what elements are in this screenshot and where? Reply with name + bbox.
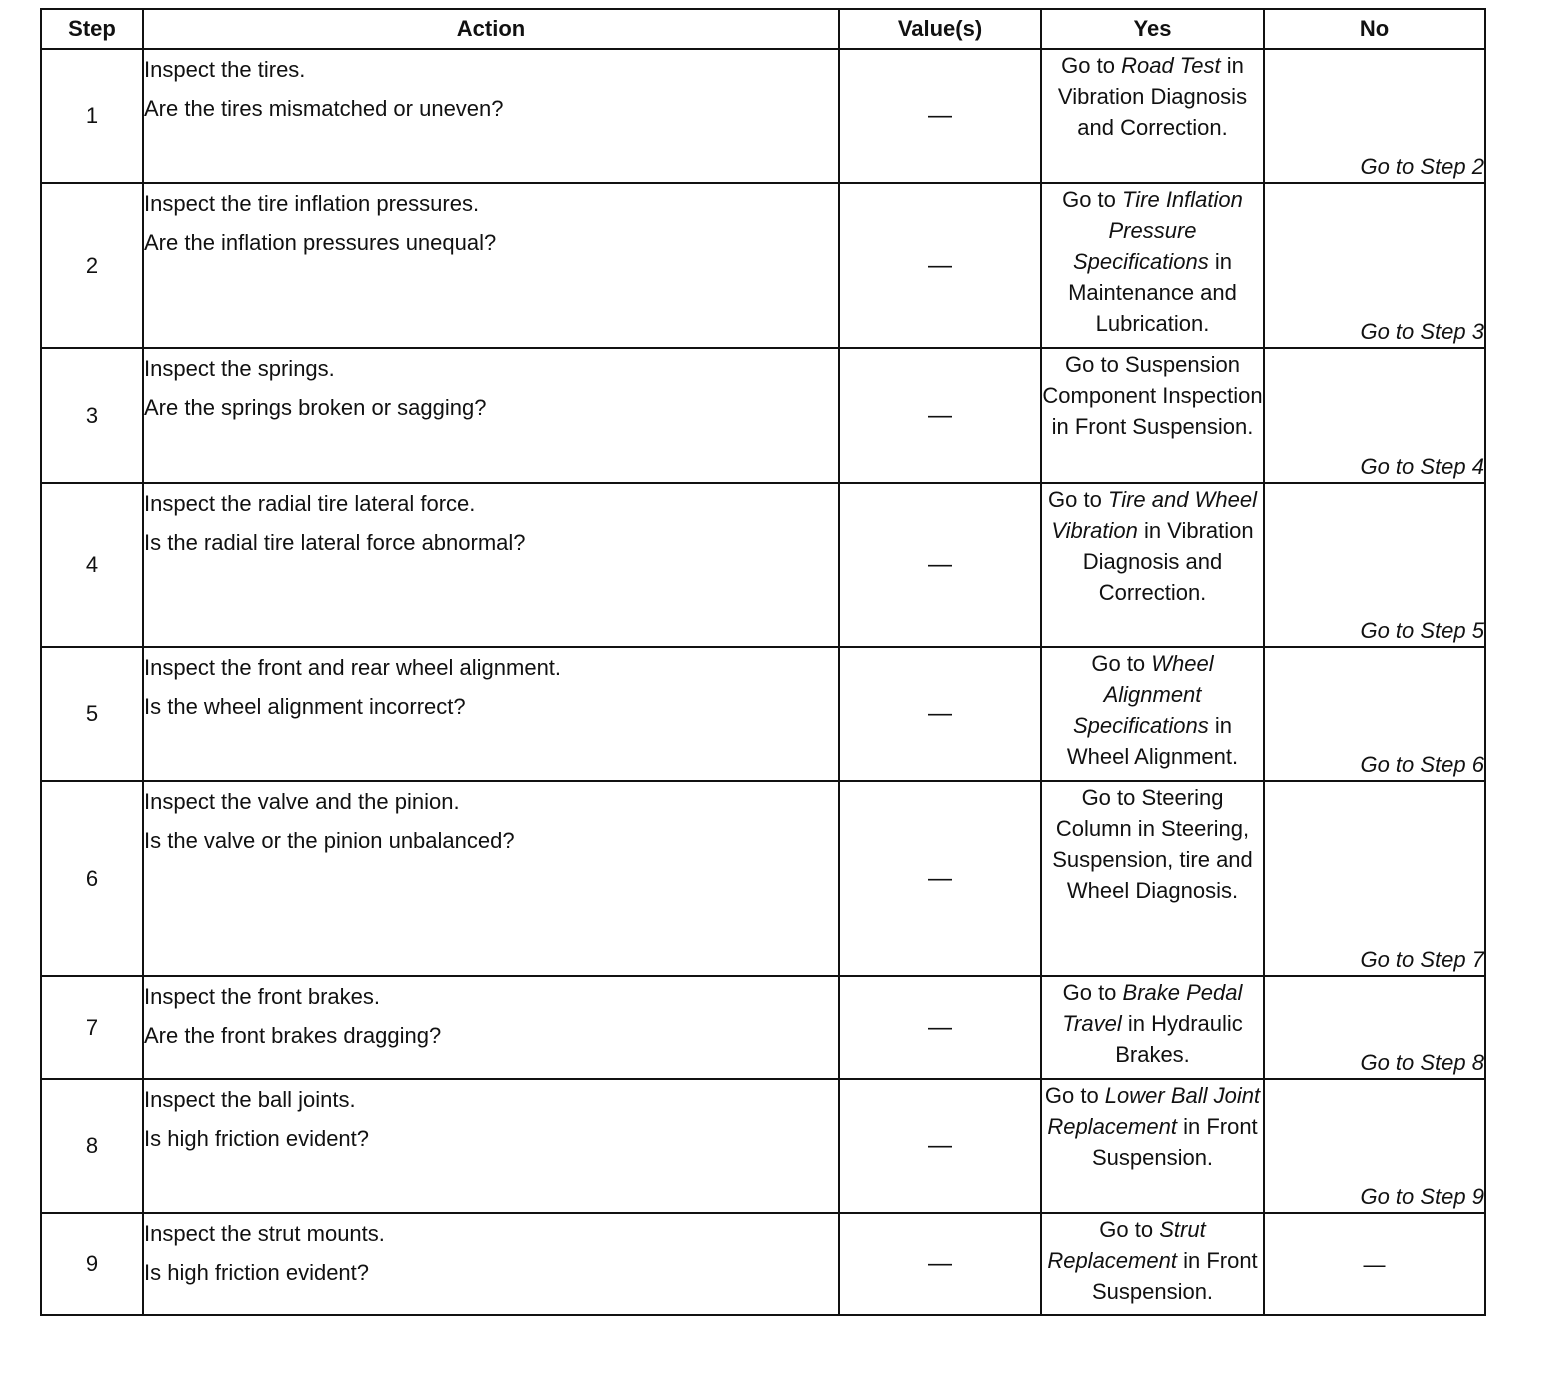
value-cell: — <box>839 483 1041 647</box>
action-cell <box>143 1213 839 1315</box>
action-question: Is high friction evident? <box>144 1126 370 1151</box>
diagnostic-table <box>40 8 1486 1316</box>
step-number: 7 <box>41 976 143 1079</box>
table-row <box>41 1079 1485 1213</box>
action-text: Inspect the front and rear wheel alignment. <box>144 655 562 680</box>
header-step: Step <box>41 9 143 49</box>
table-row <box>41 781 1485 976</box>
no-cell: Go to Step 8 <box>1264 976 1485 1079</box>
yes-link: Lower Ball Joint Replacement <box>1047 1083 1261 1139</box>
table-row <box>41 647 1485 781</box>
yes-cell: Go to Lower Ball Joint Replacement in Front Suspension. <box>1041 1079 1264 1213</box>
step-number: 9 <box>41 1213 143 1315</box>
header-values: Value(s) <box>839 9 1041 49</box>
action-cell <box>143 49 839 183</box>
action-text: Inspect the tires. <box>144 57 306 82</box>
action-question: Are the inflation pressures unequal? <box>144 230 497 255</box>
value-cell: — <box>839 183 1041 348</box>
action-question: Are the tires mismatched or uneven? <box>144 96 504 121</box>
no-cell: Go to Step 7 <box>1264 781 1485 976</box>
yes-cell: Go to Road Test in Vibration Diagnosis and Correction. <box>1041 49 1264 183</box>
value-cell: — <box>839 647 1041 781</box>
yes-link: Road Test <box>1121 53 1221 78</box>
yes-link: Tire Inflation Pressure Specifications <box>1073 187 1243 274</box>
yes-cell: Go to Wheel Alignment Specifications in Wheel Alignment. <box>1041 647 1264 781</box>
action-question: Is the valve or the pinion unbalanced? <box>144 828 515 853</box>
step-number: 8 <box>41 1079 143 1213</box>
action-cell <box>143 483 839 647</box>
action-text: Inspect the front brakes. <box>144 984 381 1009</box>
table-row <box>41 183 1485 348</box>
value-cell: — <box>839 1213 1041 1315</box>
value-cell: — <box>839 1079 1041 1213</box>
action-cell <box>143 647 839 781</box>
yes-cell: Go to Tire Inflation Pressure Specifications in Maintenance and Lubrication. <box>1041 183 1264 348</box>
value-cell: — <box>839 49 1041 183</box>
yes-cell: Go to Suspension Component Inspection in Front Suspension. <box>1041 348 1264 483</box>
step-number: 3 <box>41 348 143 483</box>
action-text: Inspect the springs. <box>144 356 335 381</box>
action-text: Inspect the tire inflation pressures. <box>144 191 480 216</box>
no-cell: Go to Step 4 <box>1264 348 1485 483</box>
step-number: 5 <box>41 647 143 781</box>
no-cell: Go to Step 6 <box>1264 647 1485 781</box>
step-number: 6 <box>41 781 143 976</box>
step-number: 1 <box>41 49 143 183</box>
action-question: Is high friction evident? <box>144 1260 370 1285</box>
table-row <box>41 1213 1485 1315</box>
table-row <box>41 976 1485 1079</box>
action-text: Inspect the valve and the pinion. <box>144 789 460 814</box>
action-cell <box>143 976 839 1079</box>
action-text: Inspect the strut mounts. <box>144 1221 385 1246</box>
yes-link: Wheel Alignment Specifications <box>1073 651 1214 738</box>
action-question: Is the radial tire lateral force abnormal? <box>144 530 526 555</box>
yes-cell: Go to Strut Replacement in Front Suspension. <box>1041 1213 1264 1315</box>
action-cell <box>143 348 839 483</box>
value-cell: — <box>839 976 1041 1079</box>
table-row <box>41 49 1485 183</box>
table-row <box>41 483 1485 647</box>
no-cell: — <box>1264 1213 1485 1315</box>
action-text: Inspect the ball joints. <box>144 1087 356 1112</box>
step-number: 4 <box>41 483 143 647</box>
action-text: Inspect the radial tire lateral force. <box>144 491 476 516</box>
step-number: 2 <box>41 183 143 348</box>
no-cell: Go to Step 9 <box>1264 1079 1485 1213</box>
yes-link: Strut Replacement <box>1047 1217 1206 1273</box>
action-question: Is the wheel alignment incorrect? <box>144 694 466 719</box>
yes-cell: Go to Steering Column in Steering, Suspension, tire and Wheel Diagnosis. <box>1041 781 1264 976</box>
action-question: Are the springs broken or sagging? <box>144 395 487 420</box>
yes-link: Tire and Wheel Vibration <box>1051 487 1257 543</box>
no-cell: Go to Step 5 <box>1264 483 1485 647</box>
header-no: No <box>1264 9 1485 49</box>
action-cell <box>143 781 839 976</box>
value-cell: — <box>839 781 1041 976</box>
header-action: Action <box>143 9 839 49</box>
yes-link: Brake Pedal Travel <box>1062 980 1243 1036</box>
action-cell <box>143 183 839 348</box>
header-row <box>41 9 1485 49</box>
yes-cell: Go to Tire and Wheel Vibration in Vibration Diagnosis and Correction. <box>1041 483 1264 647</box>
table-row <box>41 348 1485 483</box>
header-yes: Yes <box>1041 9 1264 49</box>
no-cell: Go to Step 2 <box>1264 49 1485 183</box>
yes-cell: Go to Brake Pedal Travel in Hydraulic Brakes. <box>1041 976 1264 1079</box>
no-cell: Go to Step 3 <box>1264 183 1485 348</box>
action-question: Are the front brakes dragging? <box>144 1023 442 1048</box>
value-cell: — <box>839 348 1041 483</box>
action-cell <box>143 1079 839 1213</box>
